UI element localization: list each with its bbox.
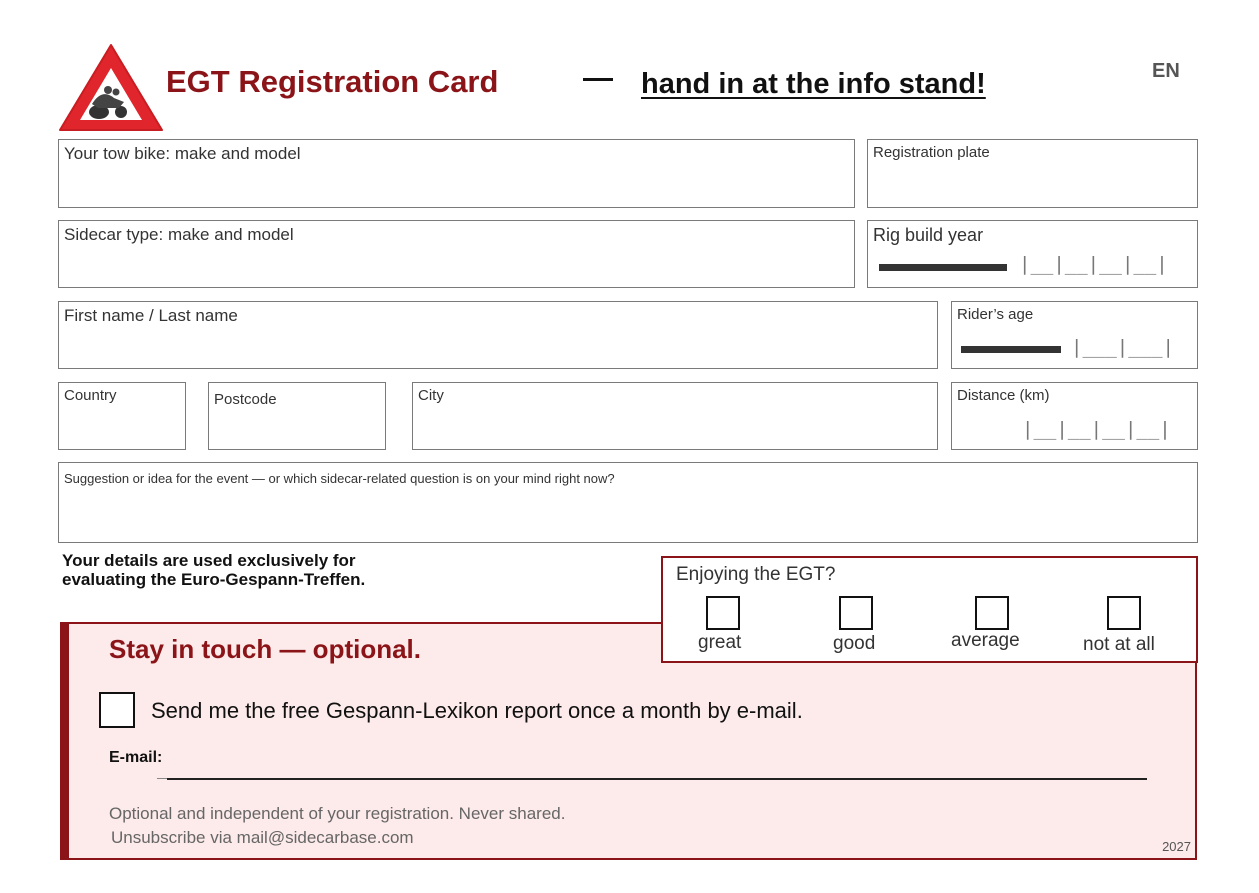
language-code: EN xyxy=(1152,60,1180,82)
rating-label-good: good xyxy=(833,633,876,654)
distance-digit-slots: |__|__|__|__| xyxy=(1022,418,1171,440)
newsletter-checkbox-label: Send me the free Gespann-Lexikon report once a month by e-mail. xyxy=(151,698,803,723)
rating-checkbox-good[interactable] xyxy=(839,596,873,630)
year-digit-slots: |__|__|__|__| xyxy=(1019,253,1168,275)
rating-label-average: average xyxy=(951,630,1020,651)
page-subtitle: hand in at the info stand! xyxy=(641,68,986,100)
rating-box xyxy=(661,556,1198,663)
riders-age-field[interactable] xyxy=(951,301,1198,369)
privacy-note-line-2: evaluating the Euro-Gespann-Treffen. xyxy=(62,570,366,589)
title-separator xyxy=(583,78,613,81)
distance-field[interactable] xyxy=(951,382,1198,450)
riders-age-label: Rider’s age xyxy=(957,306,1034,323)
suggestion-field[interactable] xyxy=(58,462,1198,543)
country-field[interactable] xyxy=(58,382,186,450)
tow-bike-field[interactable] xyxy=(58,139,855,208)
newsletter-checkbox[interactable] xyxy=(99,692,135,728)
warning-triangle-sidecar-icon xyxy=(56,42,166,134)
form-year: 2027 xyxy=(1162,839,1191,854)
sidecar-type-label: Sidecar type: make and model xyxy=(64,225,294,244)
distance-label: Distance (km) xyxy=(957,387,1050,404)
rating-label-great: great xyxy=(698,632,742,653)
postcode-label: Postcode xyxy=(214,391,277,408)
email-input-line[interactable] xyxy=(167,778,1147,780)
newsletter-fine-print-2: Unsubscribe via mail@sidecarbase.com xyxy=(111,828,414,847)
age-digit-slots: |___|___| xyxy=(1071,336,1174,358)
city-field[interactable] xyxy=(412,382,938,450)
rating-checkbox-great[interactable] xyxy=(706,596,740,630)
rating-checkbox-average[interactable] xyxy=(975,596,1009,630)
rig-build-year-field[interactable] xyxy=(867,220,1198,288)
suggestion-label: Suggestion or idea for the event — or which sidecar-related question is on your mind right now? xyxy=(64,471,615,486)
sidecar-type-field[interactable] xyxy=(58,220,855,288)
redaction-bar xyxy=(879,264,1007,271)
privacy-note-line-1: Your details are used exclusively for xyxy=(62,551,356,570)
newsletter-fine-print-1: Optional and independent of your registration. Never shared. xyxy=(109,804,566,823)
page-title: EGT Registration Card xyxy=(166,64,499,99)
rating-label-not-at-all: not at all xyxy=(1083,634,1155,655)
rating-checkbox-not-at-all[interactable] xyxy=(1107,596,1141,630)
email-label: E-mail: xyxy=(109,749,163,766)
registration-plate-field[interactable] xyxy=(867,139,1198,208)
name-field[interactable] xyxy=(58,301,938,369)
privacy-note xyxy=(62,551,365,589)
name-label: First name / Last name xyxy=(64,306,238,325)
registration-plate-label: Registration plate xyxy=(873,144,990,161)
city-label: City xyxy=(418,387,444,404)
rig-build-year-label: Rig build year xyxy=(873,225,984,245)
rating-title: Enjoying the EGT? xyxy=(676,564,836,585)
tow-bike-label: Your tow bike: make and model xyxy=(64,144,301,163)
redaction-bar xyxy=(961,346,1061,353)
country-label: Country xyxy=(64,387,117,404)
newsletter-title: Stay in touch — optional. xyxy=(109,634,421,664)
postcode-field[interactable] xyxy=(208,382,386,450)
